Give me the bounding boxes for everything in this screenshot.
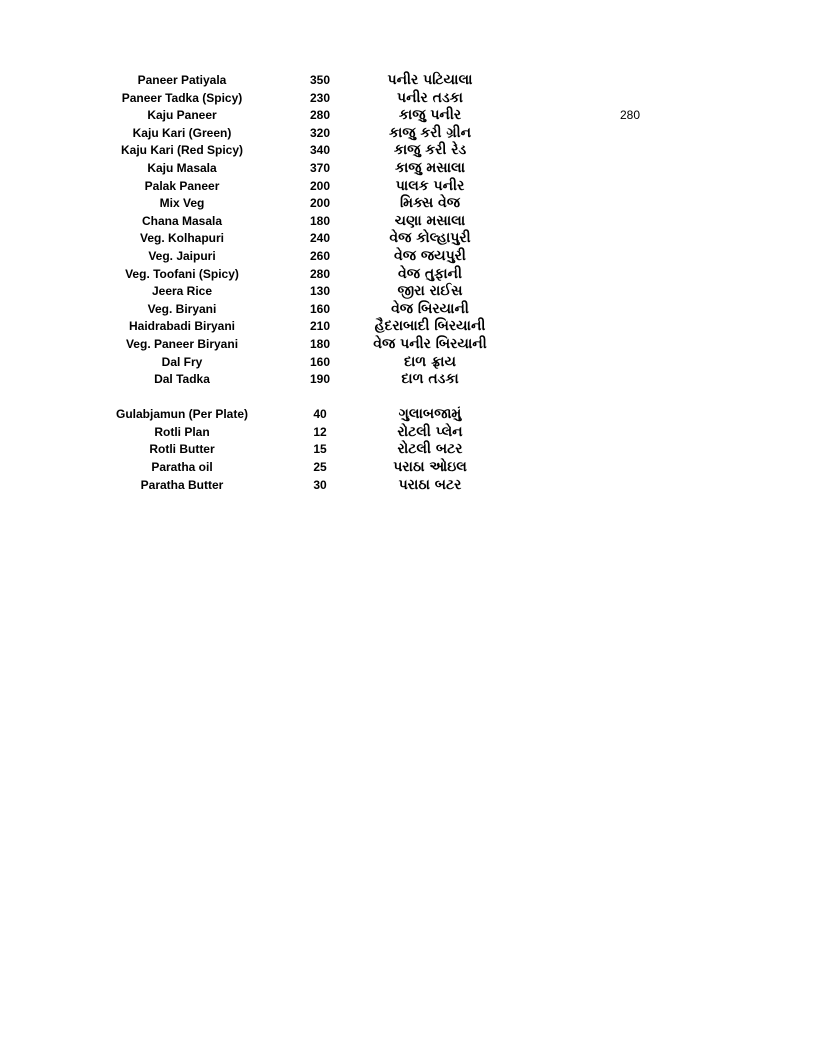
item-price: 280	[309, 108, 331, 123]
item-name: Kaju Masala	[147, 160, 217, 175]
section-spacer	[0, 389, 816, 407]
item-gujarati-name: પરાઠા બટર	[398, 476, 462, 493]
item-gujarati-name: દાળ તડકા	[401, 371, 459, 388]
side-value: 280	[619, 108, 641, 123]
item-name: Veg. Kolhapuri	[139, 231, 224, 246]
menu-row	[0, 371, 816, 389]
item-price: 12	[313, 424, 327, 439]
item-gujarati-name: વેજ પનીર બિરયાની	[373, 335, 487, 352]
menu-row	[0, 441, 816, 459]
item-gujarati-name: વેજ બિરયાની	[391, 300, 469, 317]
item-gujarati-name: દાળ ફ્રાય	[404, 353, 456, 370]
menu-row	[0, 283, 816, 301]
menu-row	[0, 301, 816, 319]
item-gujarati-name: પનીર પટિયાલા	[387, 72, 473, 88]
item-name: Palak Paneer	[144, 178, 220, 193]
item-name: Dal Fry	[161, 354, 203, 369]
menu-row	[0, 178, 816, 196]
item-price: 160	[309, 354, 331, 369]
item-name: Paratha Butter	[140, 477, 224, 492]
menu-row	[0, 248, 816, 266]
item-name: Rotli Plan	[154, 424, 210, 439]
item-name: Veg. Toofani (Spicy)	[125, 266, 239, 281]
menu-row	[0, 195, 816, 213]
item-name: Rotli Butter	[149, 442, 215, 457]
item-price: 370	[309, 160, 331, 175]
item-name: Veg. Jaipuri	[148, 248, 216, 263]
item-price: 320	[309, 125, 331, 140]
item-gujarati-name: કાજુ પનીર	[398, 107, 462, 124]
item-name: Veg. Biryani	[147, 301, 217, 316]
menu-table	[0, 72, 816, 494]
item-name: Gulabjamun (Per Plate)	[115, 407, 249, 422]
item-gujarati-name: ચણા મસાલા	[394, 212, 466, 229]
item-name: Paratha oil	[151, 460, 213, 475]
menu-row	[0, 72, 816, 90]
menu-row	[0, 107, 816, 125]
item-gujarati-name: કાજુ મસાલા	[394, 159, 466, 176]
item-gujarati-name: રોટલી બટર	[397, 441, 463, 458]
item-gujarati-name: હૈદરાબાદી બિરયાની	[374, 318, 486, 335]
menu-row	[0, 354, 816, 372]
menu-row	[0, 213, 816, 231]
item-price: 30	[313, 477, 327, 492]
item-gujarati-name: વેજ જયપુરી	[394, 247, 466, 264]
item-price: 340	[309, 143, 331, 158]
menu-row	[0, 160, 816, 178]
item-gujarati-name: વેજ કોલ્હાપુરી	[389, 230, 471, 247]
item-price: 160	[309, 301, 331, 316]
item-gujarati-name: કાજુ કરી રેડ	[393, 142, 467, 159]
item-price: 210	[309, 319, 331, 334]
item-gujarati-name: રોટલી પ્લેન	[397, 423, 463, 440]
item-name: Haidrabadi Biryani	[128, 319, 236, 334]
item-price: 25	[313, 460, 327, 475]
menu-row	[0, 125, 816, 143]
item-gujarati-name: પરાઠા ઓઇલ	[393, 459, 467, 476]
item-gujarati-name: વેજ તુફાની	[398, 265, 462, 282]
item-price: 240	[309, 231, 331, 246]
item-price: 350	[309, 73, 331, 87]
item-price: 200	[309, 196, 331, 211]
item-price: 180	[309, 213, 331, 228]
item-price: 40	[313, 407, 327, 422]
menu-row	[0, 142, 816, 160]
item-price: 130	[309, 284, 331, 299]
item-name: Kaju Paneer	[147, 108, 217, 123]
item-price: 280	[309, 266, 331, 281]
menu-row	[0, 406, 816, 424]
item-price: 180	[309, 336, 331, 351]
item-gujarati-name: મિક્સ વેજ	[399, 195, 461, 212]
menu-row	[0, 230, 816, 248]
item-gujarati-name: પાલક પનીર	[395, 177, 465, 194]
item-name: Mix Veg	[159, 196, 205, 211]
menu-row	[0, 459, 816, 477]
menu-row	[0, 424, 816, 442]
menu-row	[0, 318, 816, 336]
item-price: 15	[313, 442, 327, 457]
menu-row	[0, 90, 816, 108]
item-name: Veg. Paneer Biryani	[125, 336, 239, 351]
item-name: Jeera Rice	[151, 284, 213, 299]
item-price: 200	[309, 178, 331, 193]
menu-row	[0, 477, 816, 495]
item-gujarati-name: કાજુ કરી ગ્રીન	[388, 124, 472, 141]
item-name: Kaju Kari (Red Spicy)	[120, 143, 244, 158]
item-gujarati-name: ગુલાબજામું	[398, 406, 462, 423]
item-name: Dal Tadka	[154, 372, 210, 387]
item-gujarati-name: જીરા રાઈસ	[397, 283, 463, 300]
item-price: 230	[309, 90, 331, 105]
menu-row	[0, 336, 816, 354]
item-price: 260	[309, 248, 331, 263]
item-name: Paneer Tadka (Spicy)	[121, 90, 243, 105]
item-name: Paneer Patiyala	[137, 73, 227, 87]
menu-row	[0, 266, 816, 284]
item-name: Kaju Kari (Green)	[132, 125, 232, 140]
item-name: Chana Masala	[141, 213, 223, 228]
item-gujarati-name: પનીર તડકા	[397, 89, 463, 106]
item-price: 190	[309, 372, 331, 387]
